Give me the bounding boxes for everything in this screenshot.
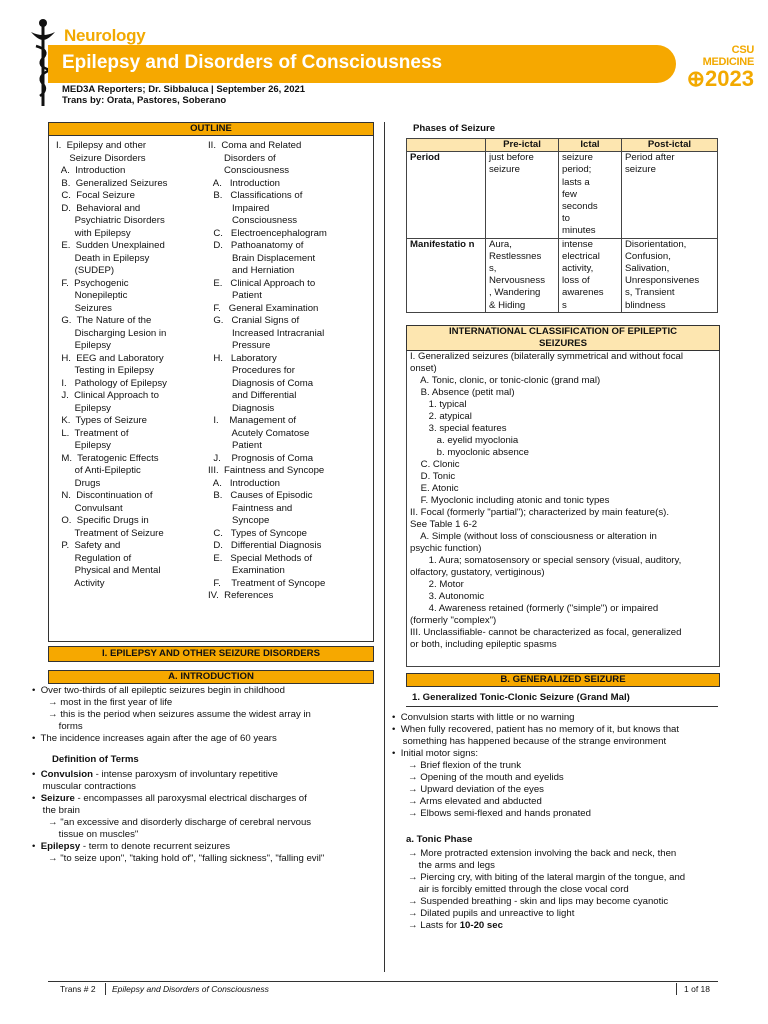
outline-item: Drugs xyxy=(56,477,101,489)
bullet: • xyxy=(32,793,41,804)
outline-item: Examination xyxy=(208,565,285,576)
list-item: 2. Motor xyxy=(410,579,464,590)
definition-term: Seizure xyxy=(40,793,75,804)
outline-item: Diagnosis of Coma xyxy=(208,377,314,389)
list-item: • Over two-thirds of all epileptic seizures begin in childhood xyxy=(32,685,285,696)
list-item: A. Simple (without loss of consciousness or alteration in xyxy=(410,531,657,542)
footer-sep-1 xyxy=(105,983,106,995)
document-meta xyxy=(62,84,305,106)
outline-item: Physical and Mental xyxy=(56,565,161,576)
outline-item: C. Types of Syncope xyxy=(208,527,308,539)
outline-item: Death in Epilepsy xyxy=(56,252,150,264)
outline-item: F. Treatment of Syncope xyxy=(208,577,326,589)
table-cell: Aura, Restlessnes s, Nervousness , Wandering & Hiding xyxy=(486,238,559,312)
list-item: • Initial motor signs: xyxy=(392,748,479,759)
definition-text: → "to seize upon", "taking hold of", "falling sickness", "falling evil" xyxy=(32,853,325,864)
outline-item: Pressure xyxy=(208,340,271,351)
outline-item: I. Pathology of Epilepsy xyxy=(56,377,167,389)
footer-sep-2 xyxy=(676,983,677,995)
outline-item: Diagnosis xyxy=(208,402,275,414)
definition-term: Convulsion xyxy=(40,769,93,780)
outline-item: G. Cranial Signs of xyxy=(208,315,300,326)
outline-item: E. Sudden Unexplained xyxy=(56,240,165,251)
outline-item: D. Behavioral and xyxy=(56,202,141,214)
reporters: MED3A Reporters; Dr. Sibbaluca | September 26, 2021 xyxy=(62,84,306,95)
outline-item: J. Prognosis of Coma xyxy=(208,452,314,464)
table-cell: intense electrical activity, loss of awarenes s xyxy=(559,238,622,312)
bullet: • xyxy=(32,769,41,780)
list-item: the arms and legs xyxy=(392,860,495,871)
list-item: → Brief flexion of the trunk xyxy=(392,760,522,771)
table-cell: seizure period; lasts a few seconds to minutes xyxy=(559,152,622,238)
outline-item: Activity xyxy=(56,577,105,589)
tonic-duration-prefix: → Lasts for xyxy=(392,920,460,931)
table-header-cell xyxy=(407,139,486,152)
outline-item: Testing in Epilepsy xyxy=(56,365,154,376)
list-item: → More protracted extension involving the back and neck, then xyxy=(392,848,677,859)
list-item: 1. Aura; somatosensory or special sensory (visual, auditory, xyxy=(410,555,682,566)
column-divider xyxy=(384,122,385,972)
definition-text: tissue on muscles" xyxy=(32,829,139,840)
outline-column-2 xyxy=(208,140,368,603)
outline-item: Discharging Lesion in xyxy=(56,327,167,339)
outline-item: D. Pathoanatomy of xyxy=(208,240,304,251)
list-item: • When fully recovered, patient has no memory of it, but knows that xyxy=(392,724,680,735)
list-item: onset) xyxy=(410,363,437,374)
outline-item: A. Introduction xyxy=(208,177,280,189)
list-item: → Dilated pupils and unreactive to light xyxy=(392,908,575,919)
definition-term: Epilepsy xyxy=(40,841,81,852)
outline-item: Treatment of Seizure xyxy=(56,527,164,539)
table-row xyxy=(407,152,718,238)
footer-page: 1 of 18 xyxy=(684,984,710,994)
outline-item: IV. References xyxy=(208,590,274,601)
outline-item: Brain Displacement xyxy=(208,252,316,264)
section-a-heading: A. INTRODUCTION xyxy=(48,670,374,684)
outline-column-1 xyxy=(56,140,206,590)
table-row xyxy=(407,238,718,312)
outline-item: Disorders of xyxy=(208,152,276,164)
outline-item: H. EEG and Laboratory xyxy=(56,352,164,364)
logo-line2: ⊕2023 xyxy=(686,66,754,91)
outline-item: B. Classifications of xyxy=(208,190,303,201)
outline-item: F. General Examination xyxy=(208,302,319,314)
table-header-cell: Pre-ictal xyxy=(486,139,559,152)
outline-item: Increased Intracranial xyxy=(208,327,325,339)
list-item: 1. typical xyxy=(410,399,467,410)
outline-item: Epilepsy xyxy=(56,402,111,414)
phases-heading: Phases of Seizure xyxy=(413,123,496,134)
list-item: something has happened because of the strange environment xyxy=(392,736,667,747)
list-item: b. myoclonic absence xyxy=(410,447,529,458)
definition-line xyxy=(32,781,377,793)
footer-title: Epilepsy and Disorders of Consciousness xyxy=(112,984,269,994)
outline-item: Seizure Disorders xyxy=(56,152,146,164)
ilae-list xyxy=(410,351,718,651)
list-item: D. Tonic xyxy=(410,471,456,482)
definition-text: - term to denote recurrent seizures xyxy=(80,841,231,852)
row-label: Period xyxy=(407,152,486,238)
outline-item: C. Focal Seizure xyxy=(56,190,135,201)
outline-item: with Epilepsy xyxy=(56,227,131,239)
footer-rule xyxy=(48,981,718,982)
logo-line1: CSU MEDICINE xyxy=(702,44,754,68)
brand-name: Neurology xyxy=(64,26,146,45)
bullet: • xyxy=(32,841,41,852)
outline-item: III. Faintness and Syncope xyxy=(208,465,325,476)
outline-item: H. Laboratory xyxy=(208,352,277,364)
list-item: → Suspended breathing - skin and lips may become cyanotic xyxy=(392,896,669,907)
outline-item: K. Types of Seizure xyxy=(56,415,148,426)
ilae-heading-line2: SEIZURES xyxy=(539,338,587,349)
outline-item: A. Introduction xyxy=(56,165,126,176)
outline-item: O. Specific Drugs in xyxy=(56,515,149,526)
trans-by: Trans by: Orata, Pastores, Soberano xyxy=(62,95,227,106)
definition-text: muscular contractions xyxy=(32,781,136,792)
outline-item: (SUDEP) xyxy=(56,265,115,276)
footer-trans: Trans # 2 xyxy=(60,984,96,994)
section-b-heading: B. GENERALIZED SEIZURE xyxy=(406,673,720,687)
list-item: F. Myoclonic including atonic and tonic types xyxy=(410,495,610,506)
list-item: air is forcibly emitted through the close vocal cord xyxy=(392,884,629,895)
gtc-rule xyxy=(406,706,718,707)
table-header-cell: Ictal xyxy=(559,139,622,152)
list-item: A. Tonic, clonic, or tonic-clonic (grand mal) xyxy=(410,375,601,386)
list-item: psychic function) xyxy=(410,543,482,554)
definition-line xyxy=(32,769,377,781)
list-item: → this is the period when seizures assume the widest array in xyxy=(32,709,311,720)
outline-item: Impaired xyxy=(208,202,270,214)
outline-item: Convulsant xyxy=(56,502,123,514)
list-item: → Arms elevated and abducted xyxy=(392,796,542,807)
definition-text: - encompasses all paroxysmal electrical discharges of xyxy=(74,793,307,804)
intro-list xyxy=(32,685,372,745)
page-title: Epilepsy and Disorders of Consciousness xyxy=(62,52,443,73)
list-item: → most in the first year of life xyxy=(32,697,173,708)
list-item: See Table 1 6-2 xyxy=(410,519,478,530)
phases-table xyxy=(406,138,718,313)
definition-line xyxy=(32,817,377,829)
tonic-phase-list xyxy=(392,848,722,920)
ilae-heading xyxy=(406,325,720,351)
list-item: I. Generalized seizures (bilaterally symmetrical and without focal xyxy=(410,351,684,362)
outline-item: and Differential xyxy=(208,390,297,401)
table-cell: just before seizure xyxy=(486,152,559,238)
outline-item: C. Electroencephalogram xyxy=(208,227,327,239)
definition-line xyxy=(32,853,377,865)
row-label: Manifestatio n xyxy=(407,238,486,312)
outline-item: Consciousness xyxy=(208,165,290,176)
outline-item: Faintness and xyxy=(208,502,293,514)
outline-item: D. Differential Diagnosis xyxy=(208,540,322,551)
tonic-phase-heading: a. Tonic Phase xyxy=(406,834,473,845)
outline-item: Psychiatric Disorders xyxy=(56,215,165,226)
list-item: or both, including epileptic spasms xyxy=(410,639,557,650)
outline-item: Consciousness xyxy=(208,215,298,226)
outline-item: E. Clinical Approach to xyxy=(208,277,316,289)
list-item: III. Unclassifiable- cannot be characterized as focal, generalized xyxy=(410,627,682,638)
outline-item: Nonepileptic xyxy=(56,290,128,301)
outline-item: Patient xyxy=(208,290,262,301)
outline-item: Regulation of xyxy=(56,552,132,564)
definition-line xyxy=(32,805,377,817)
list-item: • The incidence increases again after the age of 60 years xyxy=(32,733,277,744)
outline-item: B. Causes of Episodic xyxy=(208,490,313,501)
definition-line xyxy=(32,793,377,805)
csu-medicine-logo xyxy=(684,44,754,90)
list-item: forms xyxy=(32,721,83,732)
outline-item: of Anti-Epileptic xyxy=(56,465,141,476)
outline-item: P. Safety and xyxy=(56,540,121,551)
definitions-list xyxy=(32,769,377,865)
outline-item: J. Clinical Approach to xyxy=(56,390,159,401)
tonic-duration xyxy=(392,920,503,932)
list-item: 4. Awareness retained (formerly ("simple") or impaired xyxy=(410,603,659,614)
outline-item: I. Epilepsy and other xyxy=(56,140,147,151)
outline-item: Patient xyxy=(208,440,262,451)
table-cell: Disorientation, Confusion, Salivation, Unresponsivenes s, Transient blindness xyxy=(622,238,718,312)
outline-item: Epilepsy xyxy=(56,440,111,451)
ilae-heading-line1: INTERNATIONAL CLASSIFICATION OF EPILEPTIC xyxy=(448,326,678,337)
list-item: 3. special features xyxy=(410,423,507,434)
list-item: B. Absence (petit mal) xyxy=(410,387,515,398)
list-item: a. eyelid myoclonia xyxy=(410,435,519,446)
list-item: → Opening of the mouth and eyelids xyxy=(392,772,564,783)
list-item: → Piercing cry, with biting of the lateral margin of the tongue, and xyxy=(392,872,686,883)
outline-item: B. Generalized Seizures xyxy=(56,177,168,189)
table-header-cell: Post-ictal xyxy=(622,139,718,152)
list-item: E. Atonic xyxy=(410,483,459,494)
definition-line xyxy=(32,841,377,853)
outline-item: Seizures xyxy=(56,302,112,314)
outline-item: G. The Nature of the xyxy=(56,315,152,326)
table-cell: Period after seizure xyxy=(622,152,718,238)
outline-item: Procedures for xyxy=(208,365,295,376)
gtc-list xyxy=(392,712,722,820)
outline-item: Epilepsy xyxy=(56,340,111,351)
tonic-duration-value: 10-20 sec xyxy=(459,920,503,931)
outline-item: Syncope xyxy=(208,515,270,526)
list-item: 2. atypical xyxy=(410,411,472,422)
definition-text: the brain xyxy=(32,805,80,816)
list-item: (formerly "complex") xyxy=(410,615,497,626)
list-item: II. Focal (formerly "partial"); characterized by main feature(s). xyxy=(410,507,669,518)
outline-item: E. Special Methods of xyxy=(208,552,312,564)
list-item: → Upward deviation of the eyes xyxy=(392,784,544,795)
outline-item: II. Coma and Related xyxy=(208,140,302,151)
section-1-heading: I. EPILEPSY AND OTHER SEIZURE DISORDERS xyxy=(48,646,374,662)
outline-heading: OUTLINE xyxy=(49,123,373,136)
outline-item: and Herniation xyxy=(208,265,295,276)
gtc-heading: 1. Generalized Tonic-Clonic Seizure (Grand Mal) xyxy=(412,692,630,703)
definition-text: - intense paroxysm of involuntary repetitive xyxy=(92,769,278,780)
definitions-heading: Definition of Terms xyxy=(52,754,139,765)
definition-text: → "an excessive and disorderly discharge of cerebral nervous xyxy=(32,817,312,828)
list-item: 3. Autonomic xyxy=(410,591,485,602)
list-item: • Convulsion starts with little or no warning xyxy=(392,712,575,723)
outline-item: N. Discontinuation of xyxy=(56,490,153,501)
outline-item: A. Introduction xyxy=(208,477,280,489)
list-item: C. Clonic xyxy=(410,459,460,470)
outline-item: I. Management of xyxy=(208,415,296,426)
outline-item: Acutely Comatose xyxy=(208,427,310,439)
outline-item: M. Teratogenic Effects xyxy=(56,452,159,464)
list-item: → Elbows semi-flexed and hands pronated xyxy=(392,808,591,819)
outline-item: L. Treatment of xyxy=(56,427,129,439)
outline-item: F. Psychogenic xyxy=(56,277,129,289)
definition-line xyxy=(32,829,377,841)
list-item: olfactory, gustatory, vertiginous) xyxy=(410,567,545,578)
